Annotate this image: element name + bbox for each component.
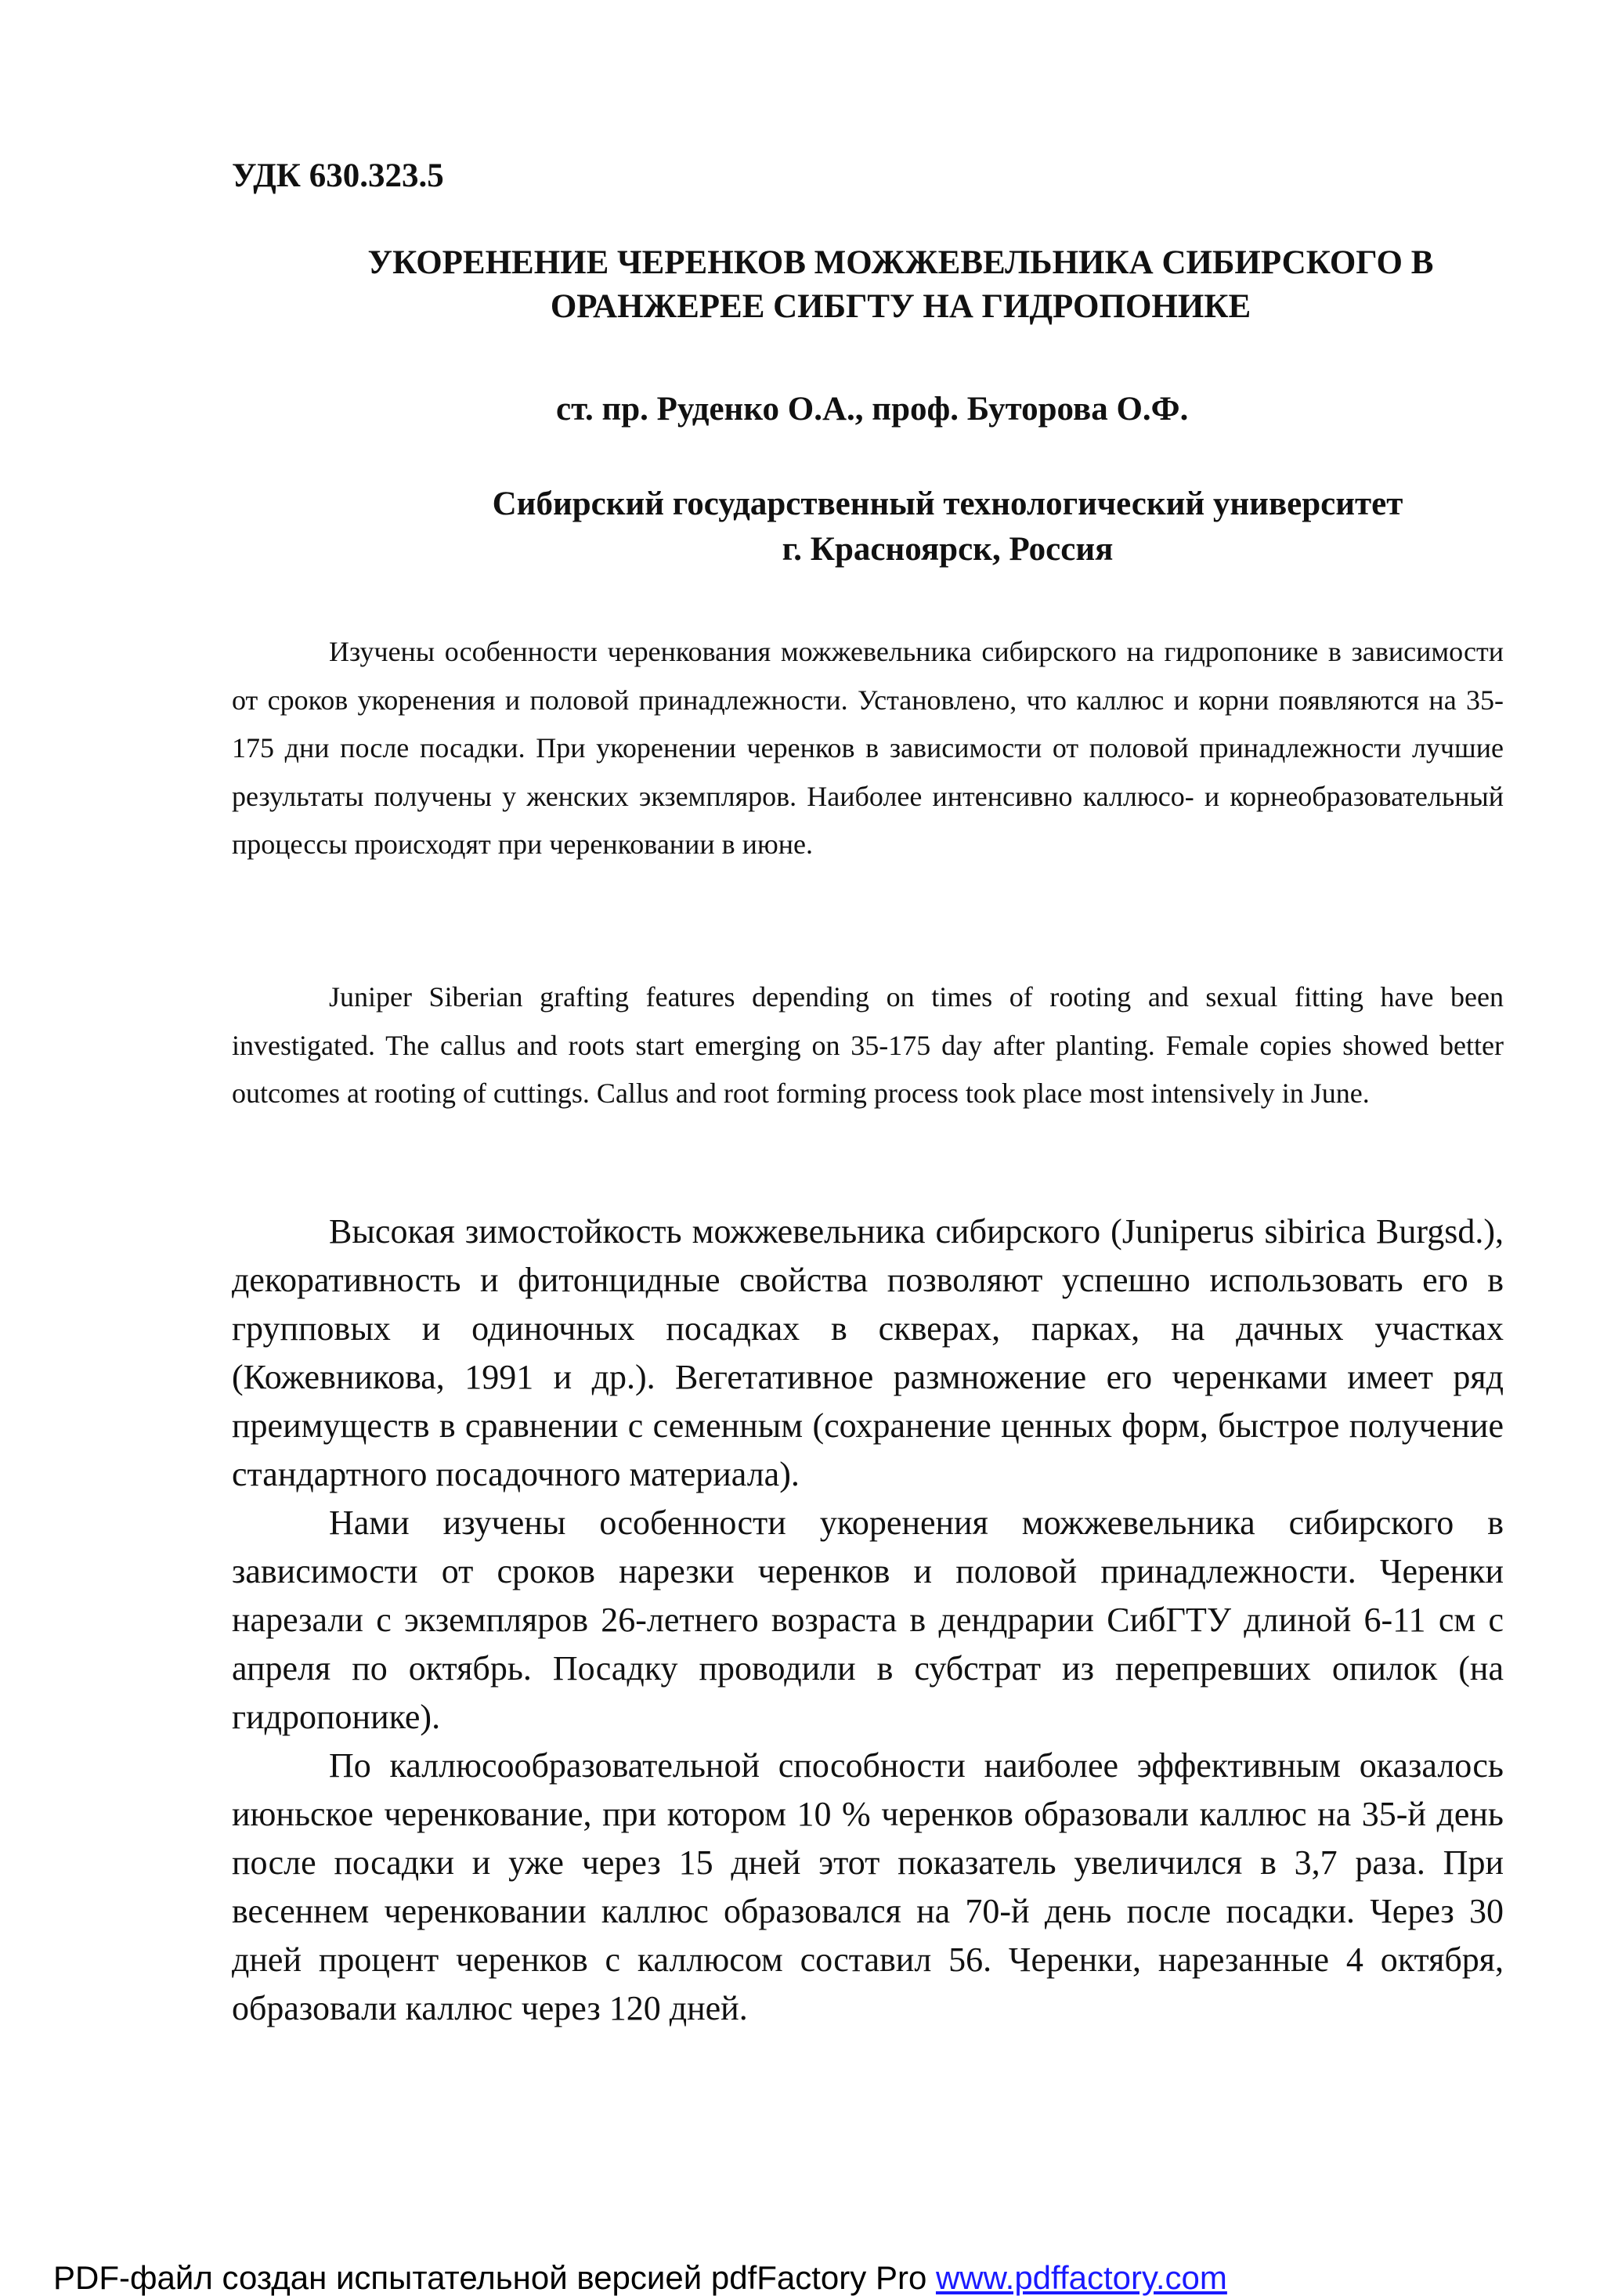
- title-line-2: ОРАНЖЕРЕЕ СИБГТУ НА ГИДРОПОНИКЕ: [550, 288, 1251, 325]
- authors: ст. пр. Руденко О.А., проф. Буторова О.Ф.: [556, 391, 1189, 428]
- pdffactory-link[interactable]: www.pdffactory.com: [935, 2259, 1227, 2296]
- body-paragraph-2: Нами изучены особенности укоренения можжевельника сибирского в зависимости от сроков нарезки черенков и половой принадлежности. Черенки нарезали с экземпляров 26-летнего возраста в дендрарии СибГТУ длиной 6-11 см с апреля по октябрь. Посадку проводили в субстрат из перепревших опилок (на гидропонике).: [232, 1504, 1504, 1736]
- abstract-russian: Изучены особенности черенкования можжевельника сибирского на гидропонике в зависимости от сроков укоренения и половой принадлежности. Установлено, что каллюс и корни появляются на 35-175 дни после посадки. При укоренении черенков в зависимости от половой принадлежности лучшие результаты получены у женских экземпляров. Наиболее интенсивно каллюсо- и корнеобразовательный процессы происходят при черенковании в июне.: [232, 636, 1504, 860]
- affiliation-line-2: г. Красноярск, Россия: [782, 531, 1114, 568]
- footer-text: PDF-файл создан испытательной версией pdfFactory Pro: [53, 2259, 936, 2296]
- affiliation-line-1: Сибирский государственный технологический университет: [492, 486, 1403, 522]
- title-line-1: УКОРЕНЕНИЕ ЧЕРЕНКОВ МОЖЖЕВЕЛЬНИКА СИБИРСКОГО В: [367, 244, 1434, 281]
- article-title: [141, 241, 1618, 329]
- abstract-english: Juniper Siberian grafting features depending on times of rooting and sexual fitting have been investigated. The callus and roots start emerging on 35-175 day after planting. Female copies showed better outcomes at rooting of cuttings. Callus and root forming process took place most intensively in June.: [232, 981, 1504, 1109]
- body-paragraph-1: Высокая зимостойкость можжевельника сибирского (Juniperus sibirica Burgsd.), декоративность и фитонцидные свойства позволяют успешно использовать его в групповых и одиночных посадках в скверах, парках, на дачных участках (Кожевникова, 1991 и др.). Вегетативное размножение его черенками имеет ряд преимуществ в сравнении с семенным (сохранение ценных форм, быстрое получение стандартного посадочного материала).: [232, 1212, 1504, 1493]
- article-body: [232, 1208, 1504, 2033]
- affiliation: [392, 482, 1504, 572]
- udk-code: УДК 630.323.5: [232, 157, 444, 194]
- body-paragraph-3: По каллюсообразовательной способности наиболее эффективным оказалось июньское черенкование, при котором 10 % черенков образовали каллюс на 35-й день после посадки и уже через 15 дней этот показатель увеличился в 3,7 раза. При весеннем черенковании каллюс образовался на 70-й день после посадки. Через 30 дней процент черенков с каллюсом составил 56. Черенки, нарезанные 4 октября, образовали каллюс через 120 дней.: [232, 1746, 1504, 2027]
